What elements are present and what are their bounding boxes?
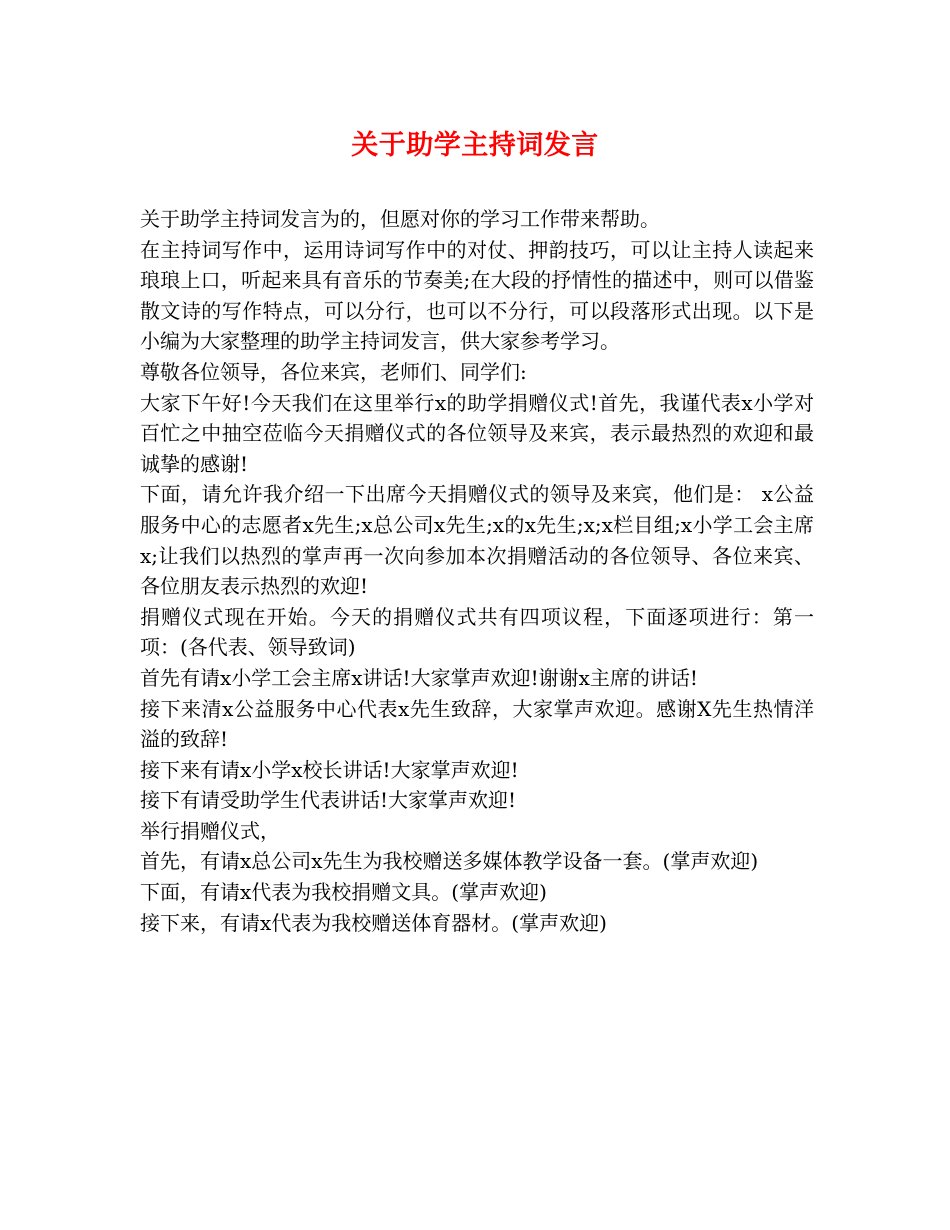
paragraph-welcome: 大家下午好!今天我们在这里举行x的助学捐赠仪式!首先，我谨代表x小学对百忙之中抽空莅临今天捐赠仪式的各位领导及来宾，表示最热烈的欢迎和最诚挚的感谢! [140,390,814,476]
paragraph-sports-equipment-donation: 接下来，有请x代表为我校赠送体育器材。(掌声欢迎) [140,910,607,935]
paragraph-guest-introduction: 下面，请允许我介绍一下出席今天捐赠仪式的领导及来宾，他们是： x公益服务中心的志愿者x先生;x总公司x先生;x的x先生;x;x栏目组;x小学工会主席x;让我们以热烈的掌声再一次向参加本次捐赠活动的各位领导、各位来宾、各位朋友表示热烈的欢迎! [140,482,814,599]
paragraph-donation-ceremony: 举行捐赠仪式， [140,818,280,843]
paragraph-union-chair-speech: 首先有请x小学工会主席x讲话!大家掌声欢迎!谢谢x主席的讲话! [140,665,698,690]
paragraph-student-speech: 接下有请受助学生代表讲话!大家掌声欢迎! [140,788,517,813]
document-title: 关于助学主持词发言 [351,130,599,161]
document-body [140,204,814,938]
paragraph-stationery-donation: 下面，有请x代表为我校捐赠文具。(掌声欢迎) [140,880,547,905]
paragraph-salutation: 尊敬各位领导，各位来宾，老师们、同学们: [140,359,527,384]
paragraph-writing-tips: 在主持词写作中，运用诗词写作中的对仗、押韵技巧，可以让主持人读起来琅琅上口，听起来具有音乐的节奏美;在大段的抒情性的描述中，则可以借鉴散文诗的写作特点，可以分行，也可以不分行，可以段落形式出现。以下是小编为大家整理的助学主持词发言，供大家参考学习。 [140,237,814,354]
paragraph-intro: 关于助学主持词发言为的，但愿对你的学习工作带来帮助。 [140,207,660,231]
paragraph-service-center-speech: 接下来清x公益服务中心代表x先生致辞，大家掌声欢迎。感谢X先生热情洋溢的致辞! [140,696,814,752]
paragraph-multimedia-donation: 首先，有请x总公司x先生为我校赠送多媒体教学设备一套。(掌声欢迎) [140,849,759,874]
paragraph-ceremony-start: 捐赠仪式现在开始。今天的捐赠仪式共有四项议程，下面逐项进行：第一项：(各代表、领导致词) [140,604,814,660]
paragraph-principal-speech: 接下来有请x小学x校长讲话!大家掌声欢迎! [140,757,519,782]
